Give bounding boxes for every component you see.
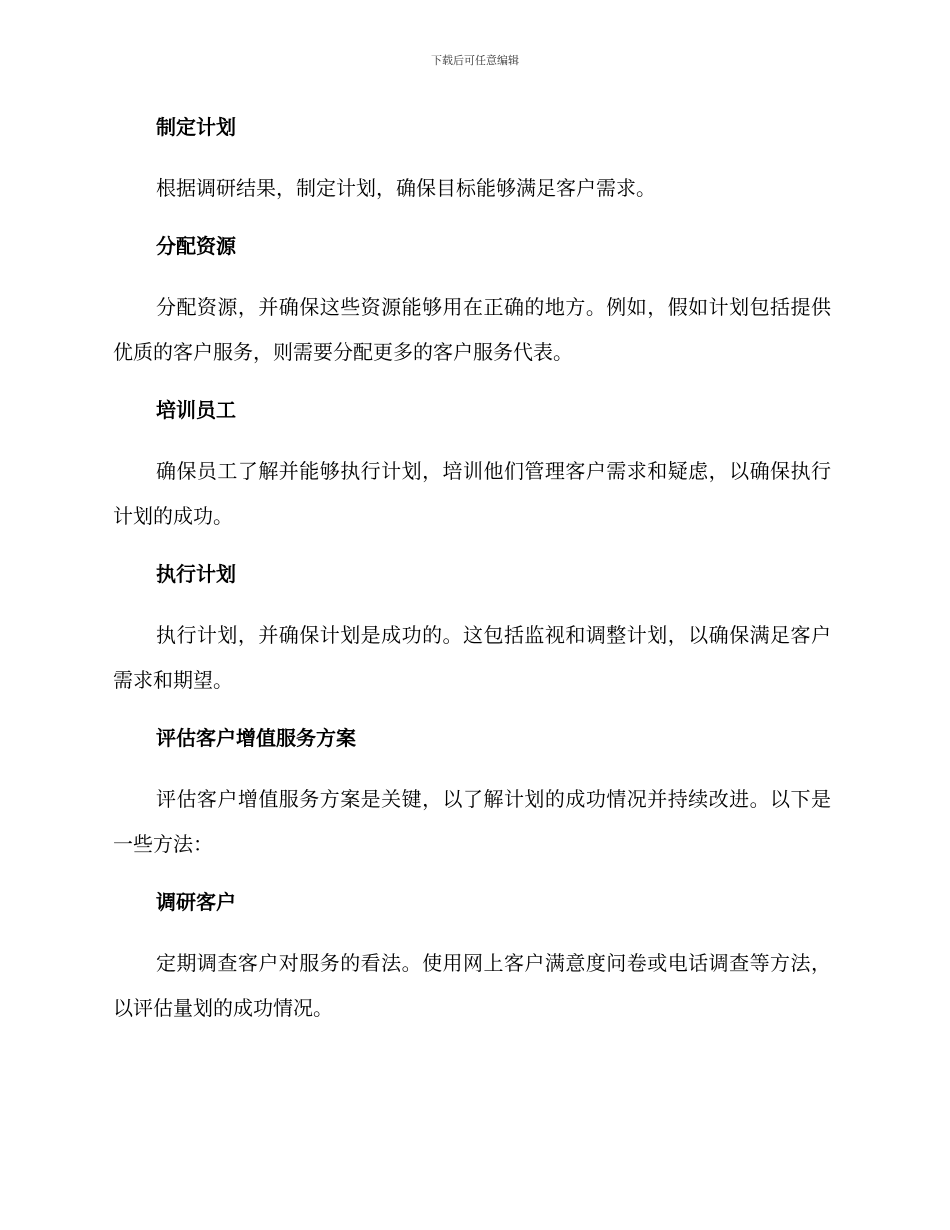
section-text-training: 确保员工了解并能够执行计划，培训他们管理客户需求和疑虑，以确保执行计划的成功。	[113, 459, 831, 528]
section-text-execute: 执行计划，并确保计划是成功的。这包括监视和调整计划，以确保满足客户需求和期望。	[113, 623, 831, 692]
page-header-note: 下载后可任意编辑	[431, 54, 519, 67]
section-text-resources: 分配资源，并确保这些资源能够用在正确的地方。例如，假如计划包括提供优质的客户服务，则需要分配更多的客户服务代表。	[113, 295, 831, 364]
section-heading-training: 培训员工	[156, 398, 236, 422]
section-text-survey: 定期调查客户对服务的看法。使用网上客户满意度问卷或电话调查等方法，以评估量划的成功情况。	[113, 951, 831, 1020]
section-heading-evaluate: 评估客户增值服务方案	[156, 726, 356, 750]
section-heading-execute: 执行计划	[156, 562, 236, 586]
section-heading-survey: 调研客户	[156, 890, 236, 914]
section-text-evaluate: 评估客户增值服务方案是关键，以了解计划的成功情况并持续改进。以下是一些方法：	[113, 787, 831, 856]
section-heading-plan: 制定计划	[156, 115, 236, 139]
section-text-plan: 根据调研结果，制定计划，确保目标能够满足客户需求。	[156, 176, 656, 200]
document-body	[113, 111, 831, 1031]
section-heading-resources: 分配资源	[156, 234, 236, 258]
